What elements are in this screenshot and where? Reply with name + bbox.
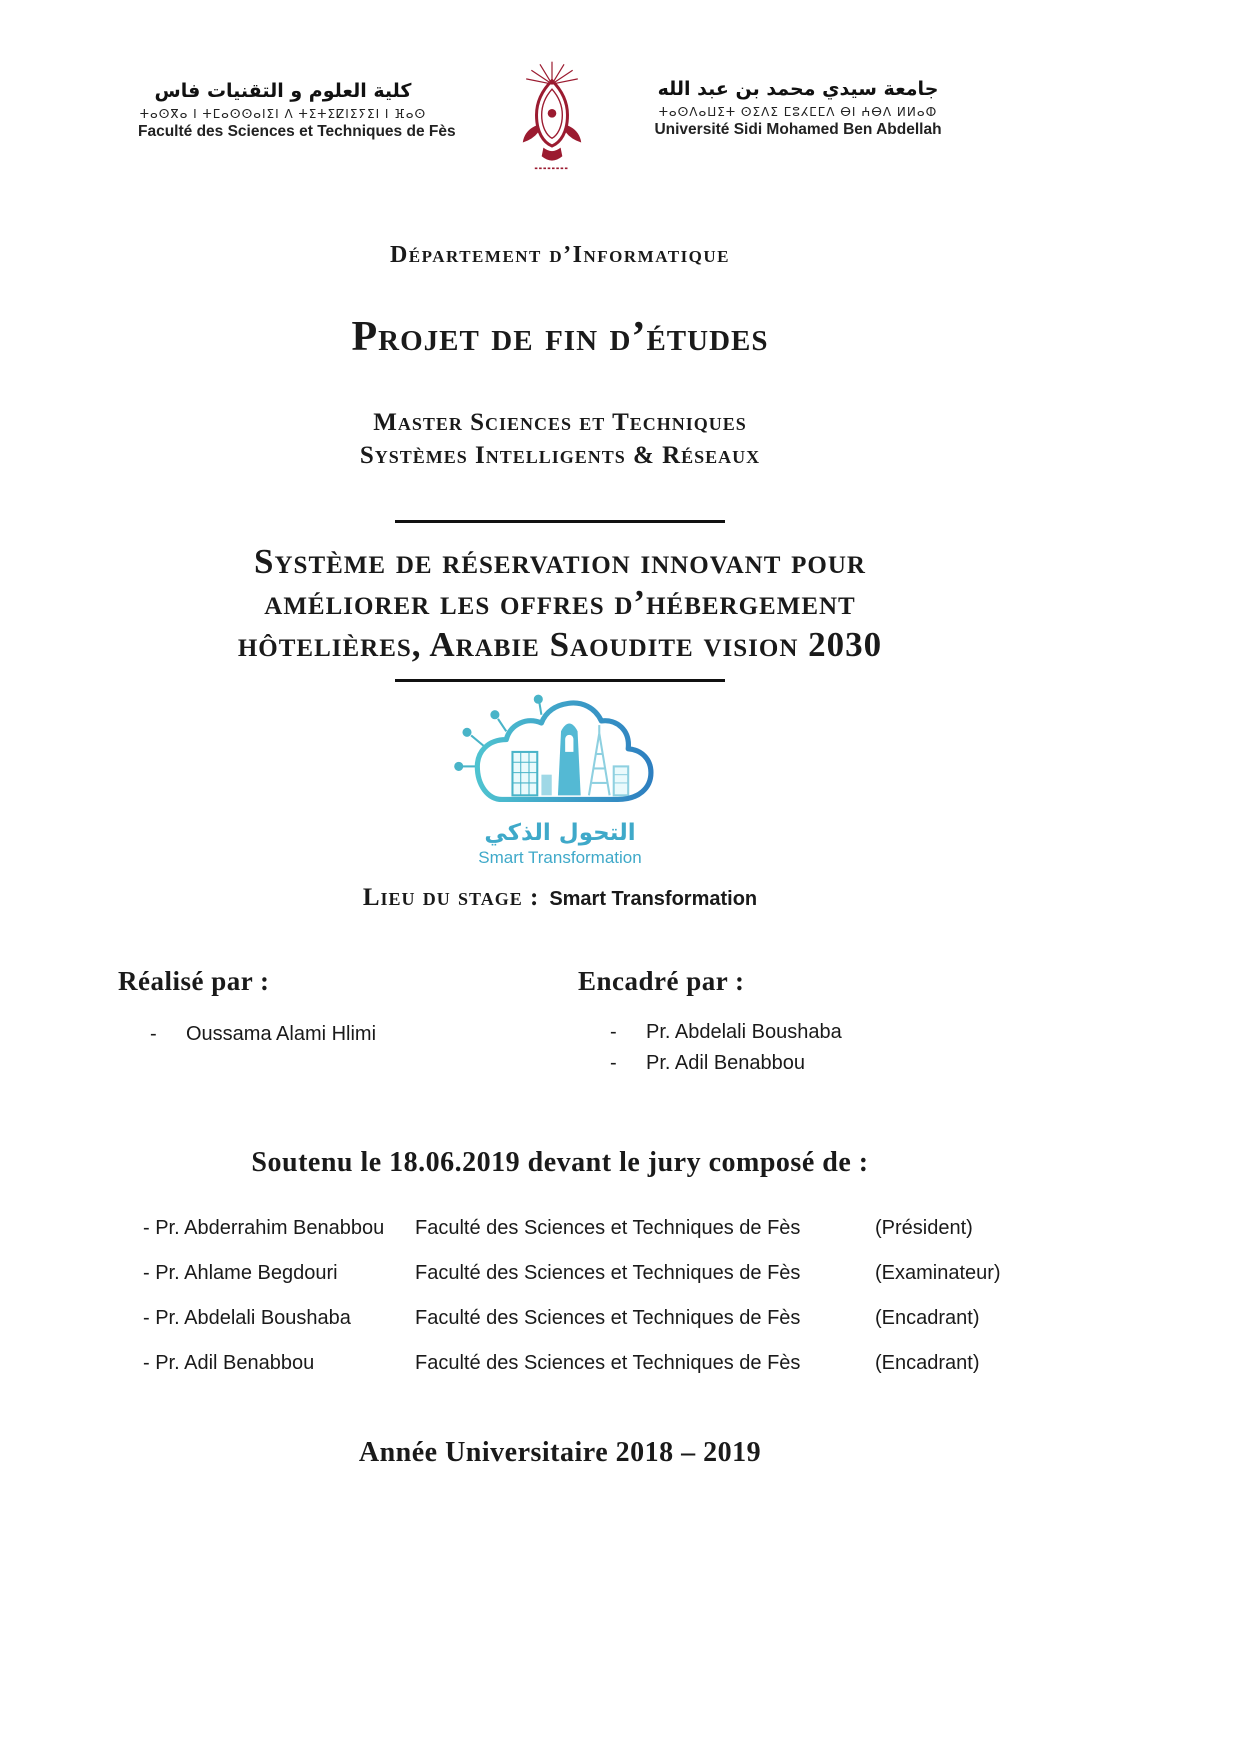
jury-member-role: (Encadrant)	[875, 1352, 980, 1375]
internship-location-value: Smart Transformation	[549, 888, 758, 911]
supervisor-name: Pr. Adil Benabbou	[646, 1052, 806, 1075]
author-item	[118, 1023, 498, 1046]
jury-member-affiliation: Faculté des Sciences et Techniques de Fès	[415, 1262, 801, 1285]
list-dash: -	[150, 1023, 157, 1046]
academic-year: Année Universitaire 2018 – 2019	[358, 1437, 762, 1469]
thesis-title-line-3: hôtelières, Arabie Saoudite vision 2030	[237, 624, 883, 664]
jury-member-role: (Encadrant)	[875, 1307, 980, 1330]
author-heading: Réalisé par :	[118, 966, 270, 997]
supervisor-item	[578, 1052, 998, 1075]
university-name-french: Université Sidi Mohamed Ben Abdellah	[654, 120, 942, 138]
divider-top	[395, 520, 725, 523]
university-seal-logo	[500, 58, 604, 177]
supervisor-section	[578, 966, 998, 1075]
jury-row	[143, 1352, 1023, 1375]
jury-member-name: - Pr. Abdelali Boushaba	[143, 1307, 351, 1330]
program-line-1: Master Sciences et Techniques	[373, 409, 747, 436]
page-header	[0, 58, 1241, 208]
faculty-name-french: Faculté des Sciences et Techniques de Fès	[138, 122, 456, 140]
jury-row	[143, 1217, 1023, 1240]
department-title: Département d’Informatique	[389, 242, 731, 268]
title-page-content	[60, 230, 1060, 1469]
jury-row	[143, 1307, 1023, 1330]
internship-location-label: Lieu du stage :	[362, 884, 540, 912]
university-name-tifinagh: ⵜⴰⵙⴷⴰⵡⵉⵜ ⵙⵉⴷⵉ ⵎⵓⵃⵎⵎⴷ ⴱⵏ ⵄⴱⴷ ⵍⵍⴰⵀ	[658, 104, 938, 119]
jury-member-affiliation: Faculté des Sciences et Techniques de Fès	[415, 1307, 801, 1330]
jury-table	[143, 1217, 1023, 1375]
document-type-title: Projet de fin d’études	[351, 314, 769, 360]
smart-transformation-logo	[60, 692, 1060, 868]
list-dash: -	[610, 1021, 617, 1044]
university-name-arabic: جامعة سيدي محمد بن عبد الله	[657, 78, 939, 100]
faculty-name-arabic: كلية العلوم و التقنيات فاس	[154, 80, 412, 102]
program-name	[60, 407, 1060, 472]
jury-member-affiliation: Faculté des Sciences et Techniques de Fès	[415, 1352, 801, 1375]
jury-member-role: (Examinateur)	[875, 1262, 1001, 1285]
thesis-title-line-2: améliorer les offres d’hébergement	[264, 583, 856, 623]
university-block	[628, 78, 968, 139]
thesis-title	[60, 541, 1060, 665]
company-logo-caption: Smart Transformation	[478, 848, 642, 868]
program-line-2: Systèmes Intelligents & Réseaux	[359, 441, 761, 469]
supervisor-heading: Encadré par :	[578, 966, 745, 997]
divider-bottom	[395, 679, 725, 682]
jury-member-affiliation: Faculté des Sciences et Techniques de Fès	[415, 1217, 801, 1240]
jury-member-name: - Pr. Ahlame Begdouri	[143, 1262, 338, 1285]
thesis-title-line-1: Système de réservation innovant pour	[254, 542, 866, 581]
company-logo-arabic: التحول الذكي	[484, 819, 636, 846]
faculty-name-tifinagh: ⵜⴰⵙⴳⴰ ⵏ ⵜⵎⴰⵙⵙⴰⵏⵉⵏ ⴷ ⵜⵉⵜⵉⵇⵏⵉⵢⵉⵏ ⵏ ⴼⴰⵙ	[139, 106, 427, 121]
faculty-block	[138, 80, 456, 141]
list-dash: -	[610, 1052, 617, 1075]
supervisor-item	[578, 1021, 998, 1044]
supervisor-name: Pr. Abdelali Boushaba	[646, 1021, 842, 1044]
author-name: Oussama Alami Hlimi	[186, 1023, 377, 1046]
jury-member-role: (Président)	[875, 1217, 973, 1240]
internship-location	[60, 884, 1060, 912]
credits-section	[60, 966, 1060, 1075]
author-section	[118, 966, 498, 1075]
jury-member-name: - Pr. Adil Benabbou	[143, 1352, 315, 1375]
jury-member-name: - Pr. Abderrahim Benabbou	[143, 1217, 385, 1240]
defense-heading: Soutenu le 18.06.2019 devant le jury composé de :	[251, 1147, 869, 1179]
jury-row	[143, 1262, 1023, 1285]
